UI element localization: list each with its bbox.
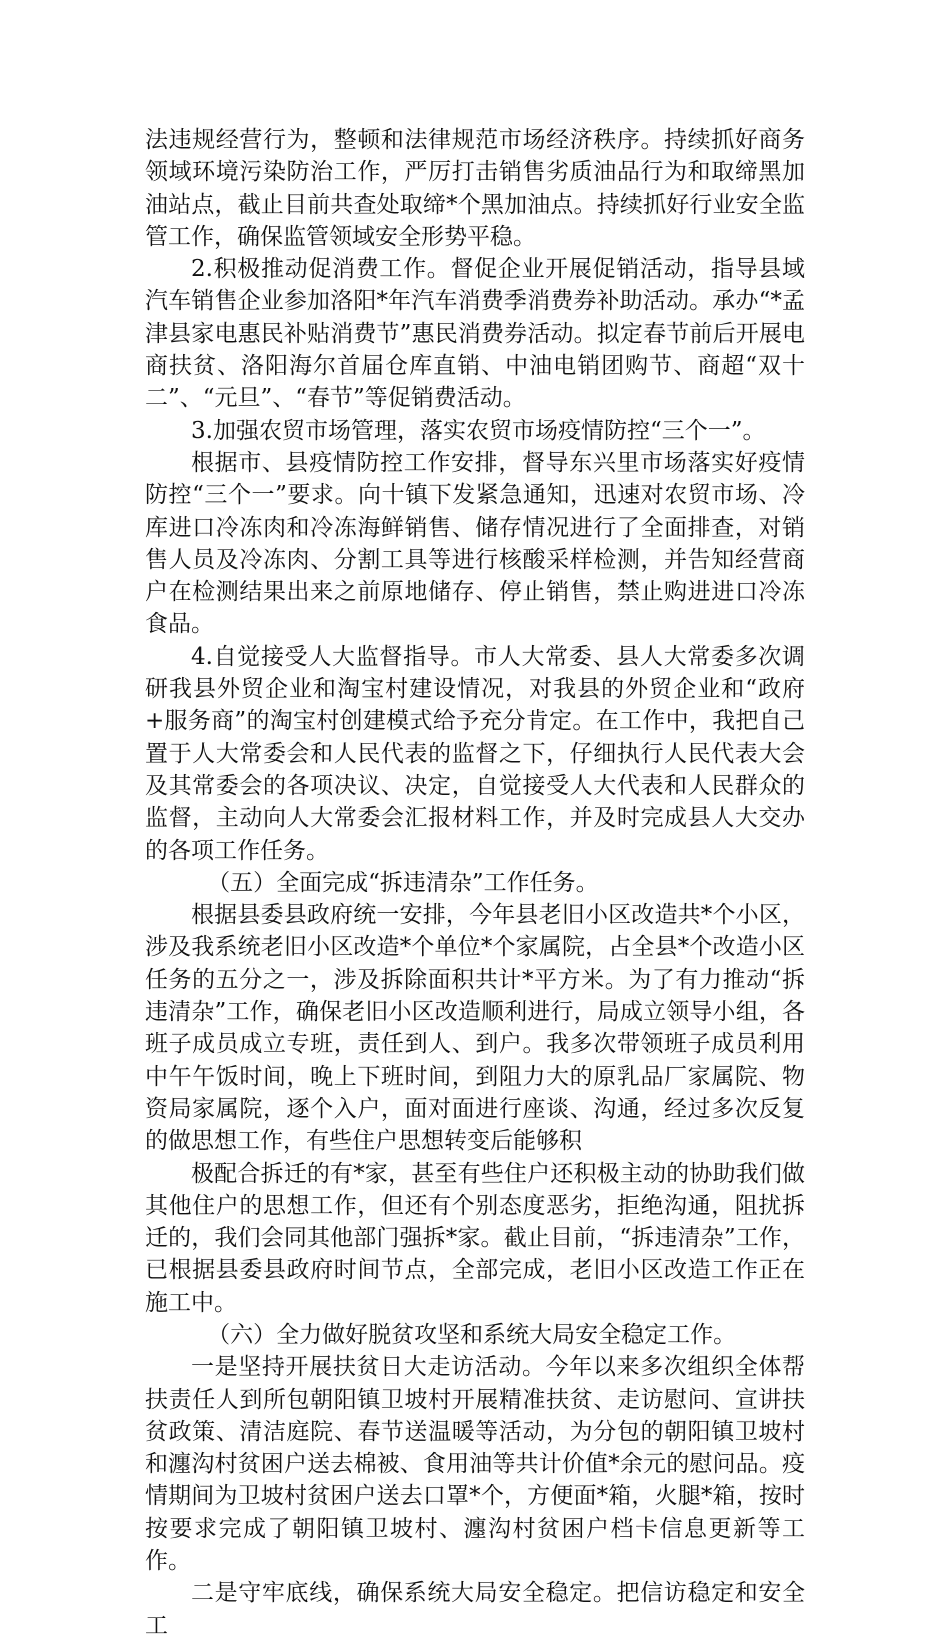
paragraph-market-regulation: 法违规经营行为，整顿和法律规范市场经济秩序。持续抓好商务领域环境污染防治工作，严厉打击销售劣质油品行为和取缔黑加油站点，截止目前共查处取缔*个黑加油点。持续抓好行业安全监管工作，确保监管领域安全形势平稳。: [145, 127, 805, 250]
paragraph-poverty-visits: 一是坚持开展扶贫日大走访活动。今年以来多次组织全体帮扶责任人到所包朝阳镇卫坡村开展精准扶贫、走访慰问、宣讲扶贫政策、清洁庭院、春节送温暖等活动，为分包的朝阳镇卫坡村和瀍沟村贫困户送去棉被、食用油等共计价值*余元的慰问品。疫情期间为卫坡村贫困户送去口罩*个，方便面*箱，火腿*箱，按时按要求完成了朝阳镇卫坡村、瀍沟村贫困户档卡信息更新等工作。: [145, 1354, 805, 1575]
section-heading-five: （五）全面完成“拆违清杂”工作任务。: [207, 869, 599, 896]
paragraph-npc-supervision: 4.自觉接受人大监督指导。市人大常委、县人大常委多次调研我县外贸企业和淘宝村建设情况，对我县的外贸企业和“政府+服务商”的淘宝村创建模式给予充分肯定。在工作中，我把自己置于人大常委会和人民代表的监督之下，仔细执行人民代表大会及其常委会的各项决议、决定，自觉接受人大代表和人民群众的监督，主动向人大常委会汇报材料工作，并及时完成县人大交办的各项工作任务。: [145, 643, 805, 864]
paragraph-consumption-promotion: 2.积极推动促消费工作。督促企业开展促销活动，指导县域汽车销售企业参加洛阳*年汽车消费季消费券补助活动。承办“*孟津县家电惠民补贴消费节”惠民消费券活动。拟定春节前后开展电商扶贫、洛阳海尔首届仓库直销、中油电销团购节、商超“双十二”、“元旦”、“春节”等促销费活动。: [145, 256, 805, 412]
paragraph-stability: 二是守牢底线，确保系统大局安全稳定。把信访稳定和安全工: [145, 1580, 805, 1639]
document-body: [145, 124, 805, 1642]
section-heading-six: （六）全力做好脱贫攻坚和系统大局安全稳定工作。: [207, 1321, 737, 1348]
paragraph-epidemic-control: 根据市、县疫情防控工作安排，督导东兴里市场落实好疫情防控“三个一”要求。向十镇下发紧急通知，迅速对农贸市场、冷库进口冷冻肉和冷冻海鲜销售、储存情况进行了全面排查，对销售人员及冷冻肉、分割工具等进行核酸采样检测，并告知经营商户在检测结果出来之前原地储存、停止销售，禁止购进进口冷冻食品。: [145, 449, 805, 638]
paragraph-demolition: 根据县委县政府统一安排，今年县老旧小区改造共*个小区，涉及我系统老旧小区改造*个单位*个家属院，占全县*个改造小区任务的五分之一，涉及拆除面积共计*平方米。为了有力推动“拆违清杂”工作，确保老旧小区改造顺利进行，局成立领导小组，各班子成员成立专班，责任到人、到户。我多次带领班子成员利用中午午饭时间，晚上下班时间，到阻力大的原乳品厂家属院、物资局家属院，逐个入户，面对面进行座谈、沟通，经过多次反复的做思想工作，有些住户思想转变后能够积: [145, 902, 805, 1155]
paragraph-farm-market-title: 3.加强农贸市场管理，落实农贸市场疫情防控“三个一”。: [191, 417, 766, 444]
paragraph-demolition-continued: 极配合拆迁的有*家，甚至有些住户还积极主动的协助我们做其他住户的思想工作，但还有个别态度恶劣，拒绝沟通，阻扰拆迁的，我们会同其他部门强拆*家。截止目前，“拆违清杂”工作，已根据县委县政府时间节点，全部完成，老旧小区改造工作正在施工中。: [145, 1160, 805, 1316]
